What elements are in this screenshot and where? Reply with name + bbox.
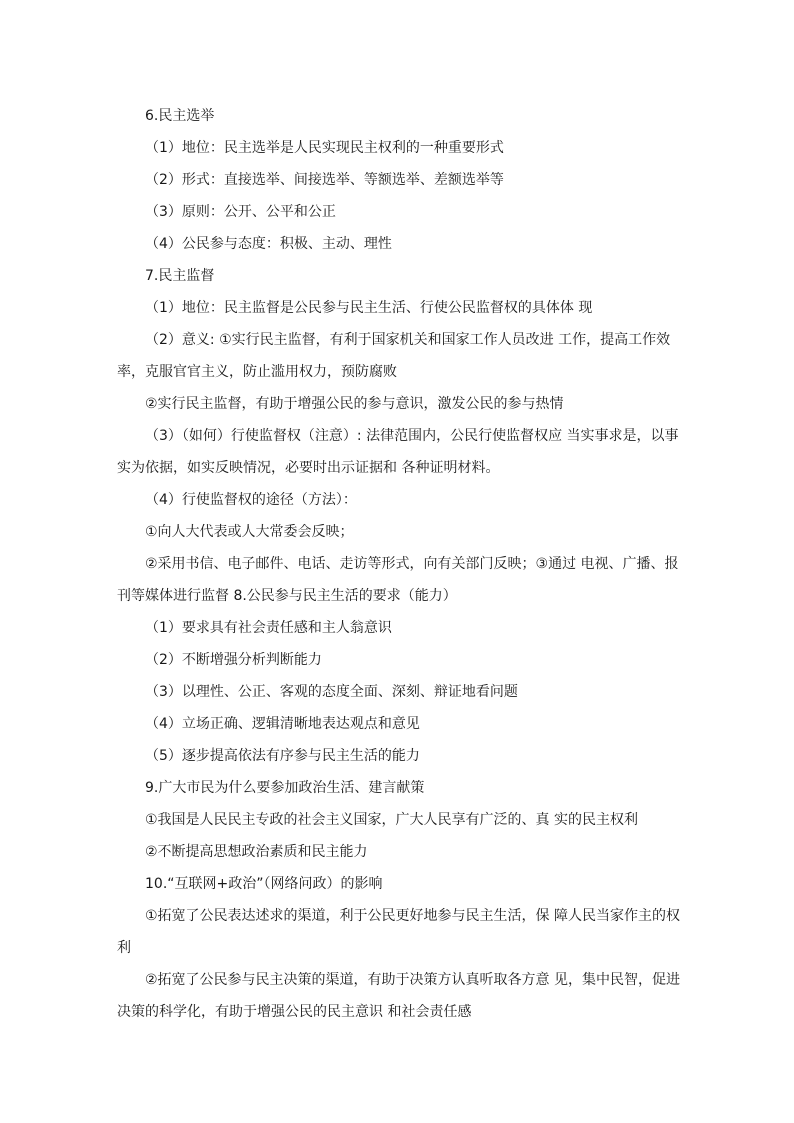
section-8-item-5: （5）逐步提高依法有序参与民主生活的能力 xyxy=(145,748,420,764)
section-10-heading: 10.“互联网+政治”（网络问政）的影响 xyxy=(145,876,383,892)
section-7-item-1: （1）地位：民主监督是公民参与民主生活、行使公民监督权的具体体 现 xyxy=(145,300,593,316)
section-6-item-2: （2）形式：直接选举、间接选举、等额选举、差额选举等 xyxy=(145,172,504,188)
section-9-item-1: ①我国是人民民主专政的社会主义国家，广大人民享有广泛的、真 实的民主权利 xyxy=(145,812,638,828)
section-7-heading: 7.民主监督 xyxy=(145,268,215,284)
section-8-item-1: （1）要求具有社会责任感和主人翁意识 xyxy=(145,620,392,636)
section-10-item-2: ②拓宽了公民参与民主决策的渠道，有助于决策方认真听取各方意 见，集中民智，促进决策的科学化，有助于增强公民的民主意识 和社会责任感 xyxy=(117,972,680,1020)
section-7-item-4a: ①向人大代表或人大常委会反映； xyxy=(145,524,354,540)
section-6-item-4: （4）公民参与态度：积极、主动、理性 xyxy=(145,236,392,252)
section-7-item-2: （2）意义: ①实行民主监督，有利于国家机关和国家工作人员改进 工作，提高工作效率，克服官官主义，防止滥用权力，预防腐败 xyxy=(117,332,671,380)
section-7-item-4: （4）行使监督权的途径（方法）： xyxy=(145,492,357,508)
section-8-item-3: （3）以理性、公正、客观的态度全面、深刻、辩证地看问题 xyxy=(145,684,518,700)
section-6-item-1: （1）地位：民主选举是人民实现民主权利的一种重要形式 xyxy=(145,140,504,156)
section-8-item-4: （4）立场正确、逻辑清晰地表达观点和意见 xyxy=(145,716,420,732)
section-8-item-2: （2）不断增强分析判断能力 xyxy=(145,652,322,668)
section-9-item-2: ②不断提高思想政治素质和民主能力 xyxy=(145,844,368,860)
section-7-item-4b: ②采用书信、电子邮件、电话、走访等形式，向有关部门反映；③通过 电视、广播、报刊等媒体进行监督 8.公民参与民主生活的要求（能力） xyxy=(117,556,679,604)
section-10-item-1: ①拓宽了公民表达述求的渠道，利于公民更好地参与民主生活，保 障人民当家作主的权利 xyxy=(117,908,680,956)
section-6-item-3: （3）原则：公开、公平和公正 xyxy=(145,204,336,220)
section-6-heading: 6.民主选举 xyxy=(145,108,215,124)
section-9-heading: 9.广大市民为什么要参加政治生活、建言献策 xyxy=(145,780,425,796)
document-body xyxy=(117,100,682,1028)
section-7-item-2b: ②实行民主监督，有助于增强公民的参与意识，激发公民的参与热情 xyxy=(145,396,564,412)
section-7-item-3: （3）（如何）行使监督权（注意）: 法律范围内，公民行使监督权应 当实事求是，以事实为依据，如实反映情况，必要时出示证据和 各种证明材料。 xyxy=(117,428,679,476)
